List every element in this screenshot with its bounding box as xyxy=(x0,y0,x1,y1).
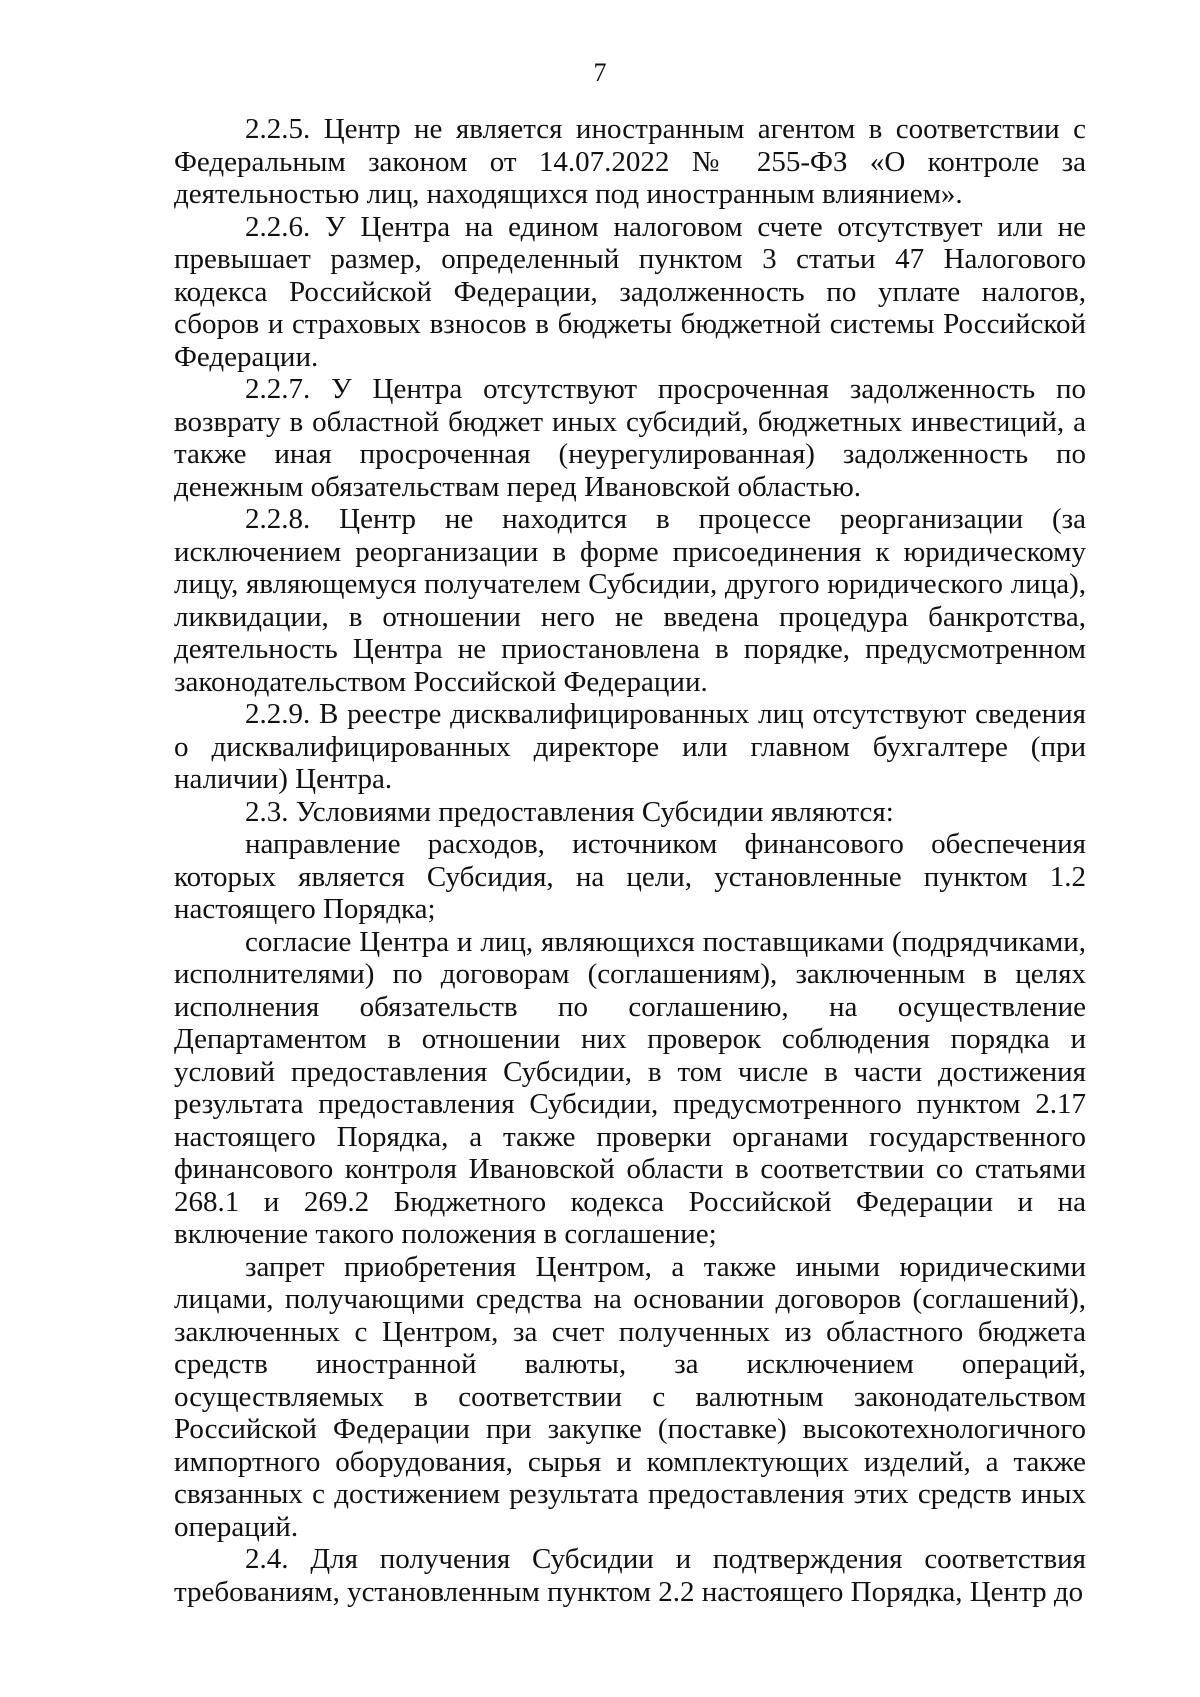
paragraph-condition-consent: согласие Центра и лиц, являющихся поставщиками (подрядчиками, исполнителями) по договорам (соглашениям), заключенным в целях исполнения обязательств по соглашению, на осуществление Департаментом в отношении них проверок соблюдения порядка и условий предоставления Субсидии, в том числе в части достижения результата предоставления Субсидии, предусмотренного пунктом 2.17 настоящего Порядка, а также проверки органами государственного финансового контроля Ивановской области в соответствии со статьями 268.1 и 269.2 Бюджетного кодекса Российской Федерации и на включение такого положения в соглашение; xyxy=(174,925,1086,1250)
paragraph-condition-currency-ban: запрет приобретения Центром, а также иными юридическими лицами, получающими средства на основании договоров (соглашений), заключенных с Центром, за счет полученных из областного бюджета средств иностранной валюты, за исключением операций, осуществляемых в соответствии с валютным законодательством Российской Федерации при закупке (поставке) высокотехнологичного импортного оборудования, сырья и комплектующих изделий, а также связанных с достижением результата предоставления этих средств иных операций. xyxy=(174,1250,1086,1543)
paragraph-2-2-5: 2.2.5. Центр не является иностранным агентом в соответствии с Федеральным законом от 14.07.2022 № 255-ФЗ «О контроле за деятельностью лиц, находящихся под иностранным влиянием». xyxy=(174,113,1086,210)
paragraph-2-2-7: 2.2.7. У Центра отсутствуют просроченная задолженность по возврату в областной бюджет иных субсидий, бюджетных инвестиций, а также иная просроченная (неурегулированная) задолженность по денежным обязательствам перед Ивановской областью. xyxy=(174,373,1086,503)
paragraph-condition-expense-direction: направление расходов, источником финансового обеспечения которых является Субсидия, на цели, установленные пунктом 1.2 настоящего Порядка; xyxy=(174,828,1086,925)
paragraph-2-3: 2.3. Условиями предоставления Субсидии являются: xyxy=(245,795,894,828)
paragraph-2-2-6: 2.2.6. У Центра на едином налоговом счете отсутствует или не превышает размер, определенный пунктом 3 статьи 47 Налогового кодекса Российской Федерации, задолженность по уплате налогов, сборов и страховых взносов в бюджеты бюджетной системы Российской Федерации. xyxy=(174,210,1086,373)
paragraph-2-4: 2.4. Для получения Субсидии и подтверждения соответствия требованиям, установленным пунктом 2.2 настоящего Порядка, Центр до xyxy=(174,1543,1086,1608)
document-body xyxy=(174,113,1086,1608)
page-number: 7 xyxy=(593,58,607,87)
paragraph-2-2-8: 2.2.8. Центр не находится в процессе реорганизации (за исключением реорганизации в форме присоединения к юридическому лицу, являющемуся получателем Субсидии, другого юридического лица), ликвидации, в отношении него не введена процедура банкротства, деятельность Центра не приостановлена в порядке, предусмотренном законодательством Российской Федерации. xyxy=(174,503,1086,698)
paragraph-2-2-9: 2.2.9. В реестре дисквалифицированных лиц отсутствуют сведения о дисквалифицированных директоре или главном бухгалтере (при наличии) Центра. xyxy=(174,698,1086,795)
